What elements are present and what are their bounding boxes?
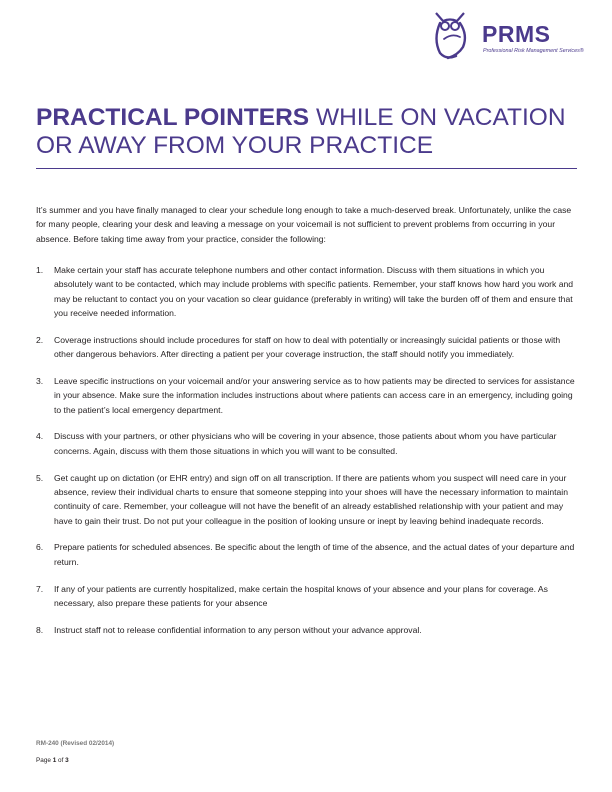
item-number: 8. [36,624,44,635]
list-item [36,374,581,417]
list-item [36,429,581,458]
title-divider [36,168,577,169]
page-title [36,104,581,160]
title-bold: PRACTICAL POINTERS [36,104,310,131]
item-number: 5. [36,472,44,483]
prms-logo [430,9,590,65]
form-id: RM-240 (Revised 02/2014) [36,740,115,747]
page-total: 3 [65,757,69,764]
page-of: of [56,757,66,764]
item-text: Instruct staff not to release confidential information to any person without your advance approval. [54,624,422,635]
list-item [36,471,581,528]
item-number: 2. [36,334,44,345]
list-item [36,263,581,320]
item-text: Make certain your staff has accurate telephone numbers and other contact information. Discuss with them situations in which you absolutely want to be contacted, which may include problems with specific patients. Remember, your staff knows how hard you work and may be reluctant to contact you on your vacation so clear guidance (preferably in writing) will take the burden off of them and ensure that you receive needed information. [54,265,574,318]
item-number: 7. [36,583,44,594]
page-prefix: Page [36,757,53,764]
item-number: 4. [36,431,44,442]
item-number: 6. [36,542,44,553]
list-item [36,582,581,611]
page-number [36,757,69,764]
item-text: Get caught up on dictation (or EHR entry) and sign off on all transcription. If there are patients whom you suspect will need care in your absence, review their individual charts to ensure that someone stepping into your shoes will have the necessary information to maintain continuity of care. Remember, your colleague will not have the benefit of an already established relationship with your patient and may have to gain their trust. Do not put your colleague in the position of looking unsure or inept by leaving behind inadequate records. [54,472,568,526]
owl-icon [430,9,478,61]
title-regular: WHILE ON VACATION OR AWAY FROM YOUR PRACTICE [36,104,566,159]
item-text: Discuss with your partners, or other physicians who will be covering in your absence, those patients about whom you have particular concerns. Again, discuss with them those situations in which you will want to be consulted. [54,431,557,456]
list-item [36,623,581,637]
logo-name: PRMS [482,21,551,47]
list-item [36,333,581,362]
pointer-list [36,263,581,650]
logo-tagline: Professional Risk Management Services® [483,48,584,54]
intro-paragraph: It’s summer and you have finally managed to clear your schedule long enough to take a much-deserved break. Unfortunately, unlike the case for many people, clearing your desk and leaving a message on your voicemail is not sufficient to prevent problems from occurring in your absence. Before taking time away from your practice, consider the following: [36,205,572,244]
item-number: 3. [36,375,44,386]
item-text: Prepare patients for scheduled absences. Be specific about the length of time of the absence, and the actual dates of your departure and return. [54,542,575,567]
item-text: Leave specific instructions on your voicemail and/or your answering service as to how patients may be directed to services for assistance in your absence. Make sure the information includes instructions about where patients can access care in an emergency, including going to the patient’s local emergency department. [54,375,575,415]
page-current: 1 [52,757,57,764]
item-text: If any of your patients are currently hospitalized, make certain the hospital knows of your absence and your plans for coverage. As necessary, also prepare these patients for your absence [54,583,548,608]
item-number: 1. [36,265,44,275]
list-item [36,540,581,569]
item-text: Coverage instructions should include procedures for staff on how to deal with potentially or increasingly suicidal patients or those with other dangerous behaviors. After directing a patient per your coverage instruction, the staff should notify you immediately. [54,334,561,360]
